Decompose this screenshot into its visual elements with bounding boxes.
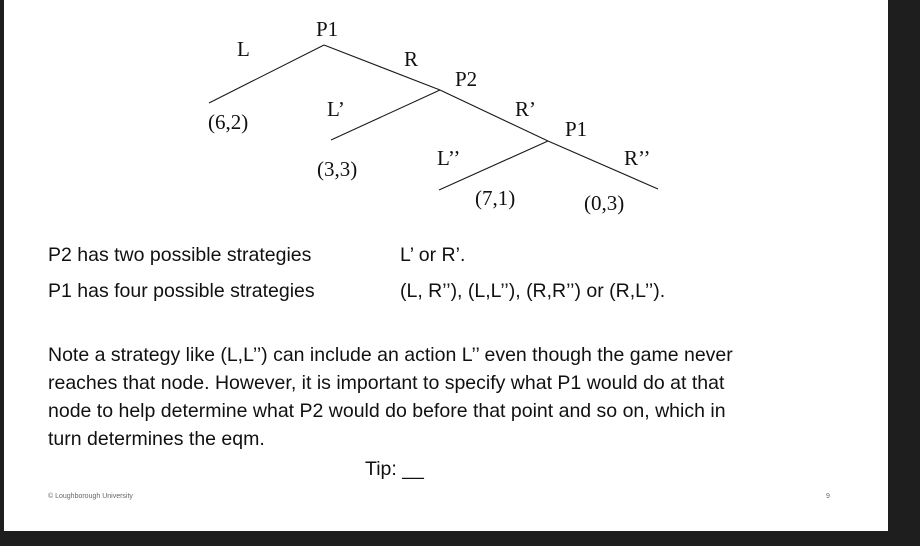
note-line: reaches that node. However, it is important to specify what P1 would do at that xyxy=(48,372,725,394)
payoff-L-prime: (3,3) xyxy=(317,157,358,181)
node-p1-root: P1 xyxy=(316,17,339,41)
footer-copyright: © Loughborough University xyxy=(48,493,133,500)
payoff-L: (6,2) xyxy=(208,110,249,134)
edge-root-left xyxy=(209,45,324,103)
action-L-double: L’’ xyxy=(437,146,461,170)
action-L-prime: L’ xyxy=(327,97,345,121)
edge-root-right xyxy=(324,45,440,90)
action-R: R xyxy=(404,47,419,71)
dark-side-bar xyxy=(888,0,920,546)
game-tree xyxy=(4,0,888,240)
strategy-label-p2: P2 has two possible strategies xyxy=(48,244,312,266)
slide xyxy=(4,0,888,531)
strategy-value-p2: L’ or R’. xyxy=(400,244,466,266)
note-paragraph xyxy=(48,341,848,453)
node-p1-third: P1 xyxy=(565,117,588,141)
strategy-value-p1: (L, R’’), (L,L’’), (R,R’’) or (R,L’’). xyxy=(400,280,666,302)
node-p2: P2 xyxy=(455,67,478,91)
note-line: node to help determine what P2 would do before that point and so on, which in xyxy=(48,400,726,422)
page-number: 9 xyxy=(826,493,830,500)
action-L: L xyxy=(237,37,250,61)
strategy-label-p1: P1 has four possible strategies xyxy=(48,280,315,302)
payoff-L-double: (7,1) xyxy=(475,186,516,210)
tip-text: Tip: __ xyxy=(365,458,424,480)
action-R-double: R’’ xyxy=(624,146,651,170)
action-R-prime: R’ xyxy=(515,97,536,121)
note-line: Note a strategy like (L,L’’) can include an action L’’ even though the game never xyxy=(48,344,733,366)
note-line: turn determines the eqm. xyxy=(48,428,265,450)
edge-p2-left xyxy=(331,90,440,140)
payoff-R-double: (0,3) xyxy=(584,191,625,215)
